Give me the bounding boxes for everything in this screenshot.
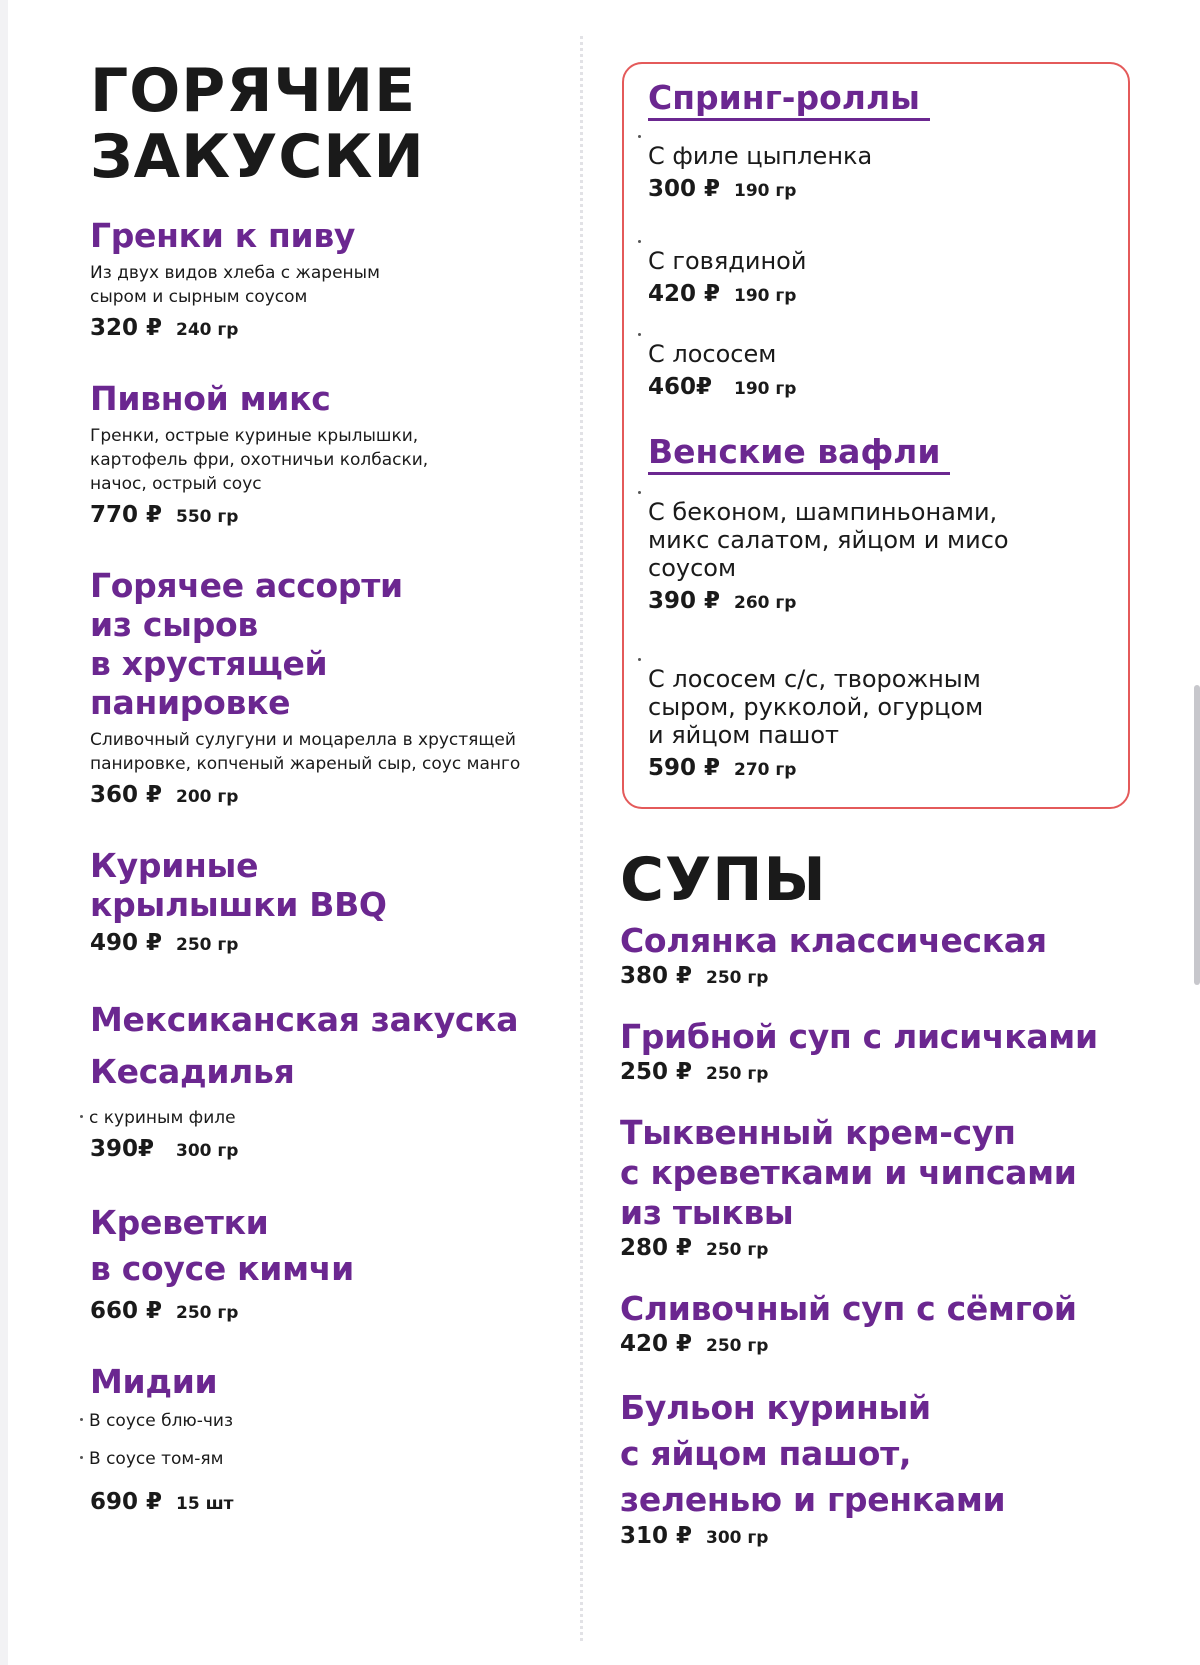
item-title	[620, 1113, 1148, 1233]
item-weight: 300 гр	[706, 1528, 769, 1548]
price-line	[620, 1235, 1148, 1269]
price-line	[648, 755, 1104, 789]
box-item-name-line: сыром, рукколой, огурцом	[648, 693, 984, 721]
menu-item	[620, 1289, 1148, 1365]
item-price: 420 ₽	[620, 1331, 693, 1357]
box-item-name	[648, 135, 1104, 170]
item-price: 460₽	[648, 374, 713, 400]
box-item-name-line	[648, 491, 1104, 526]
menu-item	[90, 566, 570, 816]
box-item-name-text: С лососем с/с, творожным	[648, 665, 981, 693]
item-weight: 300 гр	[176, 1141, 239, 1161]
box-item-name	[648, 240, 1104, 275]
item-weight: 270 гр	[734, 760, 797, 780]
box-item-name-text: С филе цыпленка	[648, 142, 873, 170]
bullet-dot	[638, 491, 641, 494]
item-price: 250 ₽	[620, 1059, 693, 1085]
item-price: 280 ₽	[620, 1235, 693, 1261]
item-price: 770 ₽	[90, 502, 163, 528]
item-title	[620, 921, 1148, 961]
item-title-line: панировке	[90, 683, 291, 722]
item-desc-line: Из двух видов хлеба с жареным	[90, 263, 380, 283]
item-desc-line: Гренки, острые куриные крылышки,	[90, 426, 419, 446]
item-title-line: из сыров	[90, 605, 258, 644]
item-price: 390₽	[90, 1136, 155, 1162]
item-price: 380 ₽	[620, 963, 693, 989]
menu-item	[620, 1385, 1148, 1557]
item-title-line: Тыквенный крем-суп	[620, 1113, 1016, 1152]
heading-line: ЗАКУСКИ	[90, 122, 425, 192]
box-item-name-line	[648, 333, 1104, 368]
item-desc-line: панировке, копченый жареный сыр, соус манго	[90, 754, 521, 774]
box-item-name-text: С беконом, шампиньонами,	[648, 498, 998, 526]
item-title	[90, 216, 570, 255]
item-title-line: Мексиканская закуска	[90, 1000, 519, 1039]
box-item-name-text: С говядиной	[648, 247, 807, 275]
price-line	[620, 1059, 1148, 1093]
price-line	[90, 1136, 570, 1170]
item-price: 660 ₽	[90, 1298, 163, 1324]
item-title	[620, 1017, 1148, 1057]
item-title-line: зеленью и гренками	[620, 1480, 1006, 1519]
box-item	[648, 240, 1104, 315]
price-line	[648, 374, 1104, 408]
menu-item	[620, 921, 1148, 997]
box-item-name-line	[648, 240, 1104, 275]
item-description	[90, 424, 570, 496]
menu-item	[620, 1017, 1148, 1093]
menu-sheet	[8, 0, 1200, 1665]
price-line	[90, 782, 570, 816]
bullet-dot	[80, 1456, 83, 1459]
menu-item	[90, 994, 570, 1170]
menu-item	[90, 216, 570, 349]
item-title-line: Креветки	[90, 1203, 269, 1242]
item-price: 360 ₽	[90, 782, 163, 808]
menu-item	[90, 1200, 570, 1332]
item-title	[90, 1362, 570, 1401]
soups-heading: СУПЫ	[620, 845, 827, 915]
box-item-name-line: микс салатом, яйцом и мисо	[648, 526, 1009, 554]
item-title-line: Мидии	[90, 1362, 218, 1401]
item-weight: 550 гр	[176, 507, 239, 527]
item-title-line: Горячее ассорти	[90, 566, 403, 605]
item-weight: 190 гр	[734, 181, 797, 201]
box-item	[648, 658, 1104, 789]
item-title-line: Сливочный суп с сёмгой	[620, 1289, 1077, 1328]
item-title-line: Бульон куриный	[620, 1388, 931, 1427]
item-description	[90, 728, 570, 776]
item-weight: 250 гр	[706, 968, 769, 988]
item-title	[90, 566, 570, 722]
hot-snacks-column	[90, 58, 570, 1523]
item-price: 390 ₽	[648, 588, 721, 614]
rolls-waffles-box	[622, 62, 1130, 809]
box-item	[648, 333, 1104, 408]
item-price: 310 ₽	[620, 1523, 693, 1549]
item-title	[620, 1385, 1148, 1523]
item-option	[90, 1409, 570, 1433]
item-title-line: крылышки BBQ	[90, 885, 387, 924]
heading-line: ГОРЯЧИЕ	[90, 56, 417, 126]
item-title-line: из тыквы	[620, 1193, 794, 1232]
menu-item	[90, 1362, 570, 1523]
item-option-label: с куриным филе	[89, 1108, 236, 1128]
item-title	[90, 846, 570, 924]
item-desc-line: картофель фри, охотничьи колбаски,	[90, 450, 429, 470]
item-weight: 260 гр	[734, 593, 797, 613]
box-item	[648, 491, 1104, 622]
price-line	[620, 963, 1148, 997]
box-item-name-line: и яйцом пашот	[648, 721, 840, 749]
box-item-name-line: соусом	[648, 554, 737, 582]
box-item-name	[648, 658, 1104, 749]
right-column	[620, 62, 1148, 1557]
box-item	[648, 135, 1104, 210]
item-weight: 250 гр	[706, 1336, 769, 1356]
price-line	[90, 315, 570, 349]
box-item-name	[648, 333, 1104, 368]
item-price: 420 ₽	[648, 281, 721, 307]
item-title-line: Кесадилья	[90, 1052, 295, 1091]
box-item-name-line	[648, 135, 1104, 170]
soups-section	[620, 845, 1148, 1557]
item-title	[90, 1200, 570, 1292]
menu-item	[90, 846, 570, 964]
price-line	[90, 502, 570, 536]
item-option-label: В соусе том-ям	[89, 1449, 224, 1469]
price-line	[90, 1489, 570, 1523]
item-price: 320 ₽	[90, 315, 163, 341]
item-title-line: Грибной суп с лисичками	[620, 1017, 1098, 1056]
item-title-line: с яйцом пашот,	[620, 1434, 912, 1473]
scrollbar[interactable]	[1194, 685, 1200, 985]
item-price: 590 ₽	[648, 755, 721, 781]
price-line	[90, 930, 570, 964]
box-item-name-text: С лососем	[648, 340, 777, 368]
spring-rolls-title: Спринг-роллы	[648, 78, 930, 121]
item-desc-line: сыром и сырным соусом	[90, 287, 308, 307]
item-weight: 250 гр	[706, 1240, 769, 1260]
item-weight: 200 гр	[176, 787, 239, 807]
item-desc-line: начос, острый соус	[90, 474, 262, 494]
hot-snacks-heading	[90, 58, 570, 190]
bullet-dot	[80, 1418, 83, 1421]
bullet-dot	[638, 658, 641, 661]
bullet-dot	[638, 135, 641, 138]
price-line	[90, 1298, 570, 1332]
item-price: 490 ₽	[90, 930, 163, 956]
bullet-dot	[638, 240, 641, 243]
item-weight: 250 гр	[706, 1064, 769, 1084]
item-title-line: с креветками и чипсами	[620, 1153, 1077, 1192]
item-weight: 190 гр	[734, 379, 797, 399]
item-option	[90, 1106, 570, 1130]
item-title-line: в соусе кимчи	[90, 1249, 354, 1288]
item-title	[90, 994, 570, 1098]
item-weight: 250 гр	[176, 1303, 239, 1323]
box-item-name	[648, 491, 1104, 582]
waffles-title: Венские вафли	[648, 432, 950, 475]
item-title-line: Гренки к пиву	[90, 216, 356, 255]
item-weight: 250 гр	[176, 935, 239, 955]
price-line	[620, 1331, 1148, 1365]
item-title-line: в хрустящей	[90, 644, 328, 683]
item-title	[90, 379, 570, 418]
item-title-line: Пивной микс	[90, 379, 331, 418]
item-title	[620, 1289, 1148, 1329]
item-title-line: Куриные	[90, 846, 259, 885]
price-line	[648, 588, 1104, 622]
box-item-name-line	[648, 658, 1104, 693]
item-weight: 15 шт	[176, 1494, 234, 1514]
menu-item	[620, 1113, 1148, 1269]
bullet-dot	[80, 1115, 83, 1118]
menu-item	[90, 379, 570, 536]
item-desc-line: Сливочный сулугуни и моцарелла в хрустящей	[90, 730, 516, 750]
item-weight: 190 гр	[734, 286, 797, 306]
item-price: 300 ₽	[648, 176, 721, 202]
item-option-label: В соусе блю-чиз	[89, 1411, 234, 1431]
price-line	[620, 1523, 1148, 1557]
item-description	[90, 261, 570, 309]
bullet-dot	[638, 333, 641, 336]
price-line	[648, 176, 1104, 210]
price-line	[648, 281, 1104, 315]
item-weight: 240 гр	[176, 320, 239, 340]
item-title-line: Солянка классическая	[620, 921, 1047, 960]
item-price: 690 ₽	[90, 1489, 163, 1515]
item-option	[90, 1447, 570, 1471]
column-divider	[580, 36, 583, 1641]
